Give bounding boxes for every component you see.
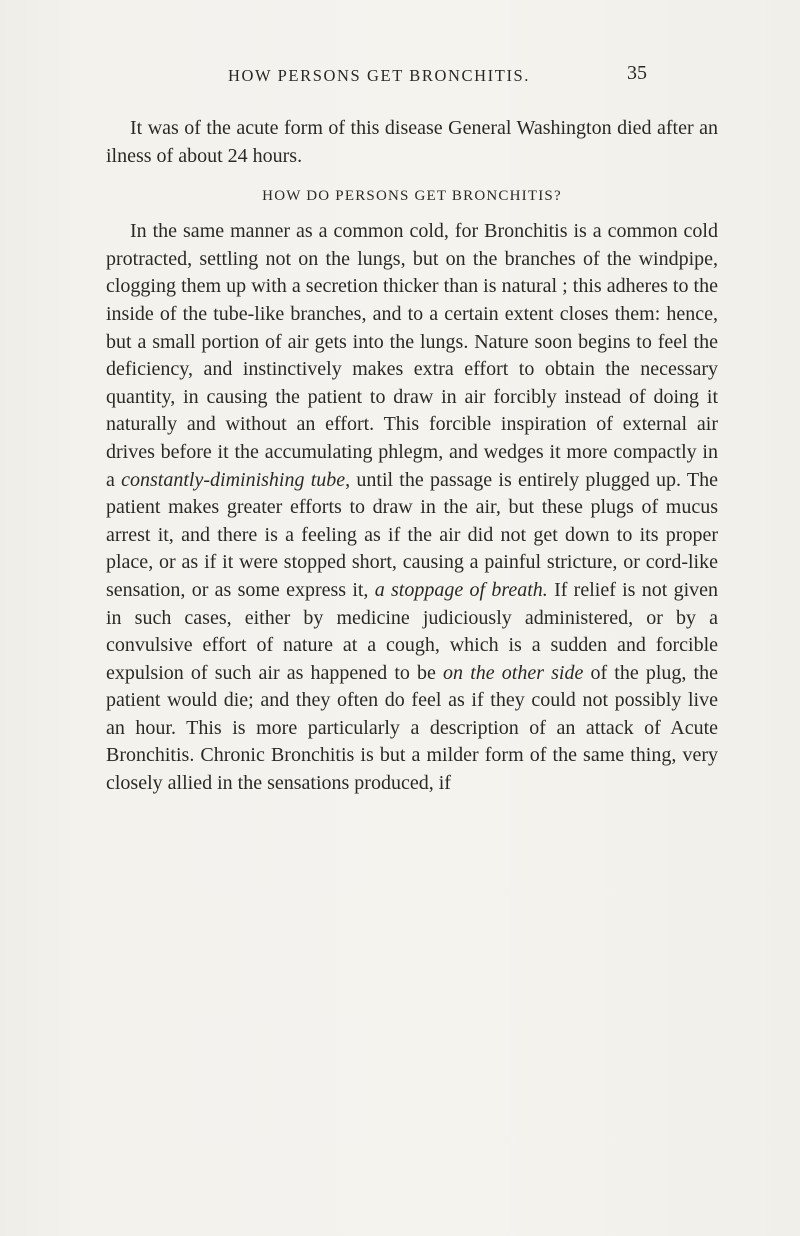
running-title: HOW PERSONS GET BRONCHITIS. xyxy=(228,66,531,85)
running-head xyxy=(0,64,800,88)
paragraph-washington: It was of the acute form of this disease General Washington died after an ilness of about 24 hours. xyxy=(106,117,718,167)
paragraph-text: In the same manner as a common cold, for Bronchitis is a common cold protracted, settling not on the lungs, but on the branches of the windpipe, clogging them up with a secretion thicker than is natural ; this adheres to the inside of the tube-like branches, and to a certain extent closes them: hence, but a small portion of air gets into the lungs. Nature soon begins to feel the deficiency, and instinctively makes extra effort to obtain the necessary quantity, in causing the patient to draw in air forcibly instead of doing it naturally and without an effort. This forcible inspiration of external air drives before it the accumulating phlegm, and wedges it more compactly in a xyxy=(106,220,718,491)
section-heading: HOW DO PERSONS GET BRONCHITIS? xyxy=(262,188,562,205)
italic-phrase: a stoppage of breath. xyxy=(374,578,548,601)
paragraph-text: of the plug, the patient would die; and they often do feel as if they could not possibly live an hour. This is more particularly a description of an attack of Acute Bronchitis. Chronic Bronchitis is but a milder form of the same thing, very closely allied in the sensations produced, if xyxy=(106,661,718,795)
italic-phrase: on the other side xyxy=(443,661,584,684)
paragraph-text: , until the passage is entirely plugged up. The patient makes greater efforts to draw in the air, but these plugs of mucus arrest it, and there is a feeling as if the air did not get down to its proper place, or as if it were stopped short, causing a painful stricture, or cord-like sensation, or as some express it, xyxy=(106,468,718,601)
page-number: 35 xyxy=(627,62,647,84)
italic-phrase: constantly-diminishing tube xyxy=(121,468,346,491)
paragraph-text: If relief is not given in such cases, either by medicine judiciously administered, or by a convulsive effort of nature at a cough, which is a sudden and forcible expulsion of such air as happened to be xyxy=(106,578,719,684)
body-text xyxy=(106,115,718,798)
paragraph-bronchitis xyxy=(106,218,718,797)
